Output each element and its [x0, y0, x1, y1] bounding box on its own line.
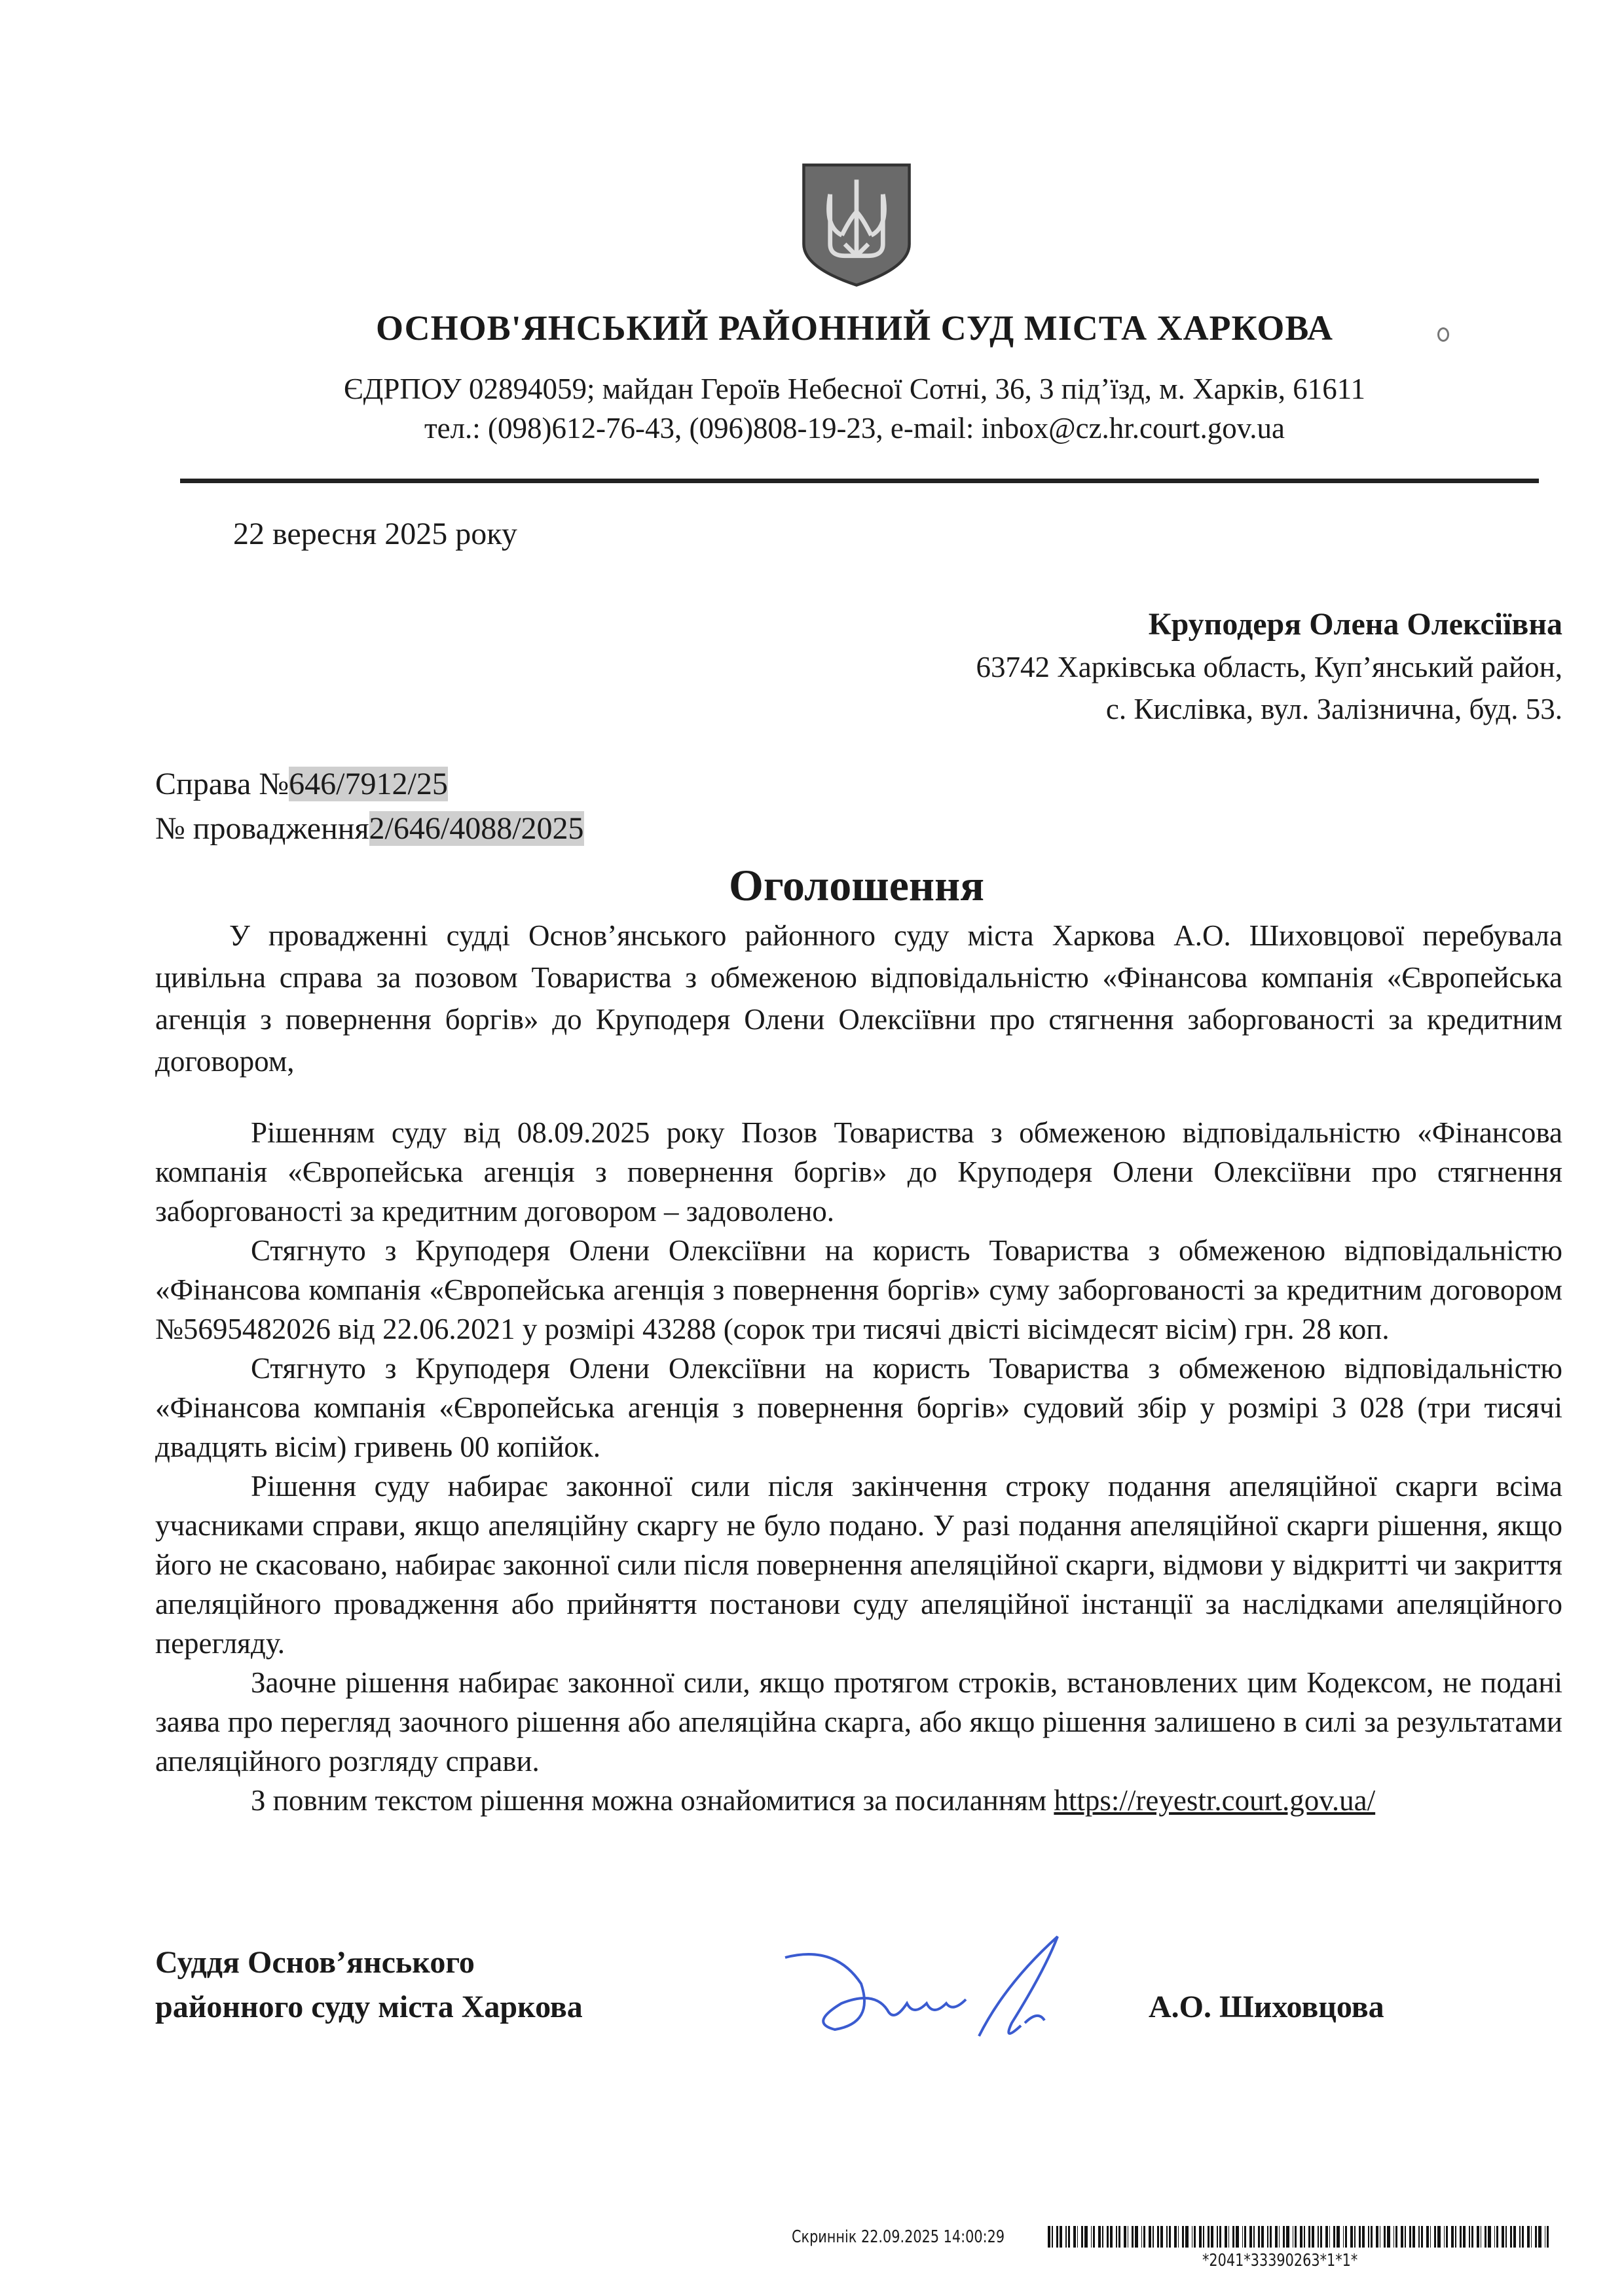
court-name: ОСНОВ'ЯНСЬКИЙ РАЙОННИЙ СУД МІСТА ХАРКОВА: [376, 308, 1333, 348]
barcode-bar: [1384, 2226, 1386, 2248]
barcode-bar: [1354, 2226, 1355, 2248]
barcode-bar: [1446, 2226, 1448, 2248]
barcode-bar: [1098, 2226, 1101, 2248]
barcode-bar: [1236, 2226, 1238, 2248]
default-judgment-paragraph: Заочне рішення набирає законної сили, якщо протягом строків, встановлених цим Кодексом, не подані заява про перегляд заочного рішення або апеляційна скарга, або якщо рішення залишено в силі за результатами апеляційного розгляду справи.: [155, 1666, 1562, 1777]
barcode-bar: [1502, 2226, 1504, 2248]
barcode-bar: [1065, 2226, 1066, 2248]
barcode-bar: [1102, 2226, 1103, 2248]
barcode-bar: [1242, 2226, 1243, 2248]
judge-title-line-1: Суддя Основ’янського: [155, 1945, 475, 1980]
barcode-bar: [1279, 2226, 1280, 2248]
barcode-bar: [1496, 2226, 1498, 2248]
barcode-bar: [1451, 2226, 1454, 2248]
recipient-address-line-2: с. Кислівка, вул. Залізнична, буд. 53.: [1105, 693, 1562, 725]
barcode-bar: [1538, 2226, 1541, 2248]
barcode-bar: [1333, 2226, 1335, 2248]
barcode-bar: [1258, 2226, 1260, 2248]
punch-mark: [1437, 327, 1449, 342]
header-divider: [180, 479, 1539, 483]
barcode-bar: [1141, 2226, 1142, 2248]
barcode-bar: [1199, 2226, 1202, 2248]
proceeding-number: [155, 811, 584, 847]
barcode-bar: [1444, 2226, 1445, 2248]
barcode-bar: [1219, 2226, 1221, 2248]
proceeding-number-value: 2/646/4088/2025: [369, 811, 584, 846]
barcode-bar: [1387, 2226, 1390, 2248]
barcode-bar: [1107, 2226, 1109, 2248]
barcode-bar: [1477, 2226, 1479, 2248]
barcode-bar: [1519, 2226, 1520, 2248]
proceeding-label: № провадження: [155, 811, 369, 846]
barcode-bar: [1527, 2226, 1530, 2248]
barcode-bar: [1455, 2226, 1456, 2248]
barcode-bar: [1329, 2226, 1330, 2248]
barcode-bar: [1312, 2226, 1314, 2248]
barcode-bar: [1393, 2226, 1394, 2248]
barcode-bar: [1073, 2226, 1076, 2248]
full-text-prefix: З повним текстом рішення можна ознайомитися за посиланням: [251, 1784, 1054, 1817]
barcode-bar: [1166, 2226, 1167, 2248]
case-label: Справа №: [155, 767, 289, 801]
barcode-bar: [1359, 2226, 1361, 2248]
barcode-bar: [1437, 2226, 1440, 2248]
barcode-bar: [1178, 2226, 1179, 2248]
decision-paragraph: Рішенням суду від 08.09.2025 року Позов Товариства з обмеженою відповідальністю «Фінансова компанія «Європейська агенція з повернення боргів» до Круподеря Олени Олексіївни про стягнення заборгованості за кредитним договором – задоволено.: [155, 1116, 1562, 1228]
barcode-bar: [1401, 2226, 1403, 2248]
barcode-bar: [1185, 2226, 1188, 2248]
barcode-bar: [1077, 2226, 1078, 2248]
barcode-bar: [1253, 2226, 1254, 2248]
barcode-bar: [1135, 2226, 1137, 2248]
barcode-bar: [1060, 2226, 1062, 2248]
barcode-bar: [1513, 2226, 1516, 2248]
barcode-bar: [1421, 2226, 1423, 2248]
intro-paragraph: У провадженні судді Основ’янського районного суду міста Харкова А.О. Шиховцової перебувала цивільна справа за позовом Товариства з обмеженою відповідальністю «Фінансова компанія «Європейська агенція з повернення боргів» до Круподеря Олени Олексіївни про стягнення заборгованості за кредитним договором,: [155, 919, 1562, 1078]
barcode-bar: [1471, 2226, 1473, 2248]
barcode-bar: [1118, 2226, 1120, 2248]
barcode-bar: [1463, 2226, 1466, 2248]
judge-title-line-2: районного суду міста Харкова: [155, 1990, 583, 2024]
barcode-bar: [1143, 2226, 1145, 2248]
barcode-bar: [1362, 2226, 1365, 2248]
recipient-address-line-1: 63742 Харківська область, Куп’янський район,: [976, 651, 1562, 683]
barcode-bar: [1160, 2226, 1163, 2248]
barcode-bar: [1208, 2226, 1209, 2248]
announcement-heading: Оголошення: [728, 860, 985, 910]
barcode-bar: [1275, 2226, 1278, 2248]
barcode-bar: [1249, 2226, 1252, 2248]
document-date: 22 вересня 2025 року: [233, 517, 517, 551]
barcode-bar: [1091, 2226, 1092, 2248]
recipient-name: Круподеря Олена Олексіївна: [1148, 607, 1562, 642]
barcode-bar: [1232, 2226, 1234, 2248]
barcode-bar: [1376, 2226, 1378, 2248]
coat-of-arms-icon: [798, 159, 915, 288]
barcode-bar: [1409, 2226, 1411, 2248]
barcode-bar: [1093, 2226, 1095, 2248]
registry-stamp: Скриннік 22.09.2025 14:00:29: [792, 2227, 1005, 2247]
barcode-bar: [1056, 2226, 1058, 2248]
debt-recovery-paragraph: Стягнуто з Круподеря Олени Олексіївни на користь Товариства з обмеженою відповідальністю «Фінансова компанія «Європейська агенція з повернення боргів» суму заборгованості за кредитним договором №5695482026 від 22.06.2021 у розмірі 43288 (сорок три тисячі двісті вісімдесят вісім) грн. 28 коп.: [155, 1234, 1562, 1345]
barcode-bar: [1068, 2226, 1070, 2248]
barcode-bar: [1110, 2226, 1113, 2248]
barcode-bar: [1325, 2226, 1328, 2248]
barcode-bar: [1244, 2226, 1246, 2248]
barcode-bar: [1488, 2226, 1490, 2248]
barcode-bar: [1426, 2226, 1429, 2248]
barcode-bar: [1211, 2226, 1213, 2248]
barcode-bar: [1194, 2226, 1196, 2248]
barcode-bar: [1430, 2226, 1431, 2248]
barcode-bar: [1081, 2226, 1083, 2248]
barcode-bar: [1308, 2226, 1310, 2248]
barcode-bar: [1395, 2226, 1397, 2248]
barcode-bar: [1320, 2226, 1322, 2248]
barcode-bar: [1267, 2226, 1268, 2248]
barcode-bar: [1169, 2226, 1171, 2248]
barcode-bar: [1157, 2226, 1159, 2248]
barcode-bar: [1343, 2226, 1344, 2248]
barcode-bar: [1494, 2226, 1495, 2248]
barcode-bar: [1149, 2226, 1151, 2248]
case-number: [155, 766, 448, 802]
barcode-bar: [1286, 2226, 1289, 2248]
barcode-bar: [1547, 2226, 1549, 2248]
barcode-bar: [1174, 2226, 1177, 2248]
handwritten-signature: [783, 1931, 1097, 2056]
barcode-bar: [1295, 2226, 1297, 2248]
court-address: ЄДРПОУ 02894059; майдан Героїв Небесної Сотні, 36, 3 під’їзд, м. Харків, 61611: [343, 373, 1366, 405]
barcode-bar: [1460, 2226, 1462, 2248]
barcode-bar: [1371, 2226, 1373, 2248]
barcode-bar: [1418, 2226, 1419, 2248]
barcode-bar: [1228, 2226, 1229, 2248]
barcode-bar: [1270, 2226, 1272, 2248]
barcode-bar: [1485, 2226, 1486, 2248]
barcode-bar: [1182, 2226, 1184, 2248]
barcode-bar: [1124, 2226, 1126, 2248]
barcode-bar: [1132, 2226, 1134, 2248]
barcode-bar: [1434, 2226, 1436, 2248]
barcode-bar: [1345, 2226, 1347, 2248]
barcode-bar: [1510, 2226, 1512, 2248]
fee-recovery-paragraph: Стягнуто з Круподеря Олени Олексіївни на користь Товариства з обмеженою відповідальністю «Фінансова компанія «Європейська агенція з повернення боргів» судовий збір у розмірі 3 028 (три тисячі двадцять вісім) гривень 00 копійок.: [155, 1352, 1562, 1463]
barcode-bar: [1535, 2226, 1537, 2248]
barcode-bar: [1261, 2226, 1264, 2248]
judge-name: А.О. Шиховцова: [1149, 1990, 1384, 2024]
full-text-paragraph: [155, 1781, 1562, 1820]
barcode-bar: [1225, 2226, 1227, 2248]
barcode-bar: [1412, 2226, 1415, 2248]
case-number-value: 646/7912/25: [289, 767, 448, 801]
barcode-bar: [1531, 2226, 1532, 2248]
barcode-bar: [1522, 2226, 1524, 2248]
decision-body: [155, 1113, 1562, 1820]
barcode-bar: [1203, 2226, 1204, 2248]
legal-effect-paragraph: Рішення суду набирає законної сили після закінчення строку подання апеляційної скарги всіма учасниками справи, якщо апеляційну скаргу не було подано. У разі подання апеляційної скарги рішення, якщо його не скасовано, набирає законної сили після повернення апеляційної скарги, відмови у відкритті чи закриття апеляційного провадження або прийняття постанови суду апеляційної інстанції за наслідками апеляційного перегляду.: [155, 1470, 1562, 1660]
barcode-bar: [1300, 2226, 1302, 2248]
registry-link[interactable]: https://reyestr.court.gov.ua/: [1054, 1784, 1376, 1817]
court-contacts: тел.: (098)612-76-43, (096)808-19-23, e-mail: inbox@cz.hr.court.gov.ua: [424, 412, 1285, 445]
barcode-bar: [1505, 2226, 1506, 2248]
barcode-bar: [1337, 2226, 1339, 2248]
barcode: [1048, 2226, 1552, 2248]
barcode-bar: [1350, 2226, 1353, 2248]
barcode-bar: [1048, 2226, 1050, 2248]
barcode-number: *2041*33390263*1*1*: [1202, 2251, 1358, 2270]
barcode-bar: [1084, 2226, 1087, 2248]
barcode-bar: [1368, 2226, 1369, 2248]
barcode-bar: [1283, 2226, 1285, 2248]
